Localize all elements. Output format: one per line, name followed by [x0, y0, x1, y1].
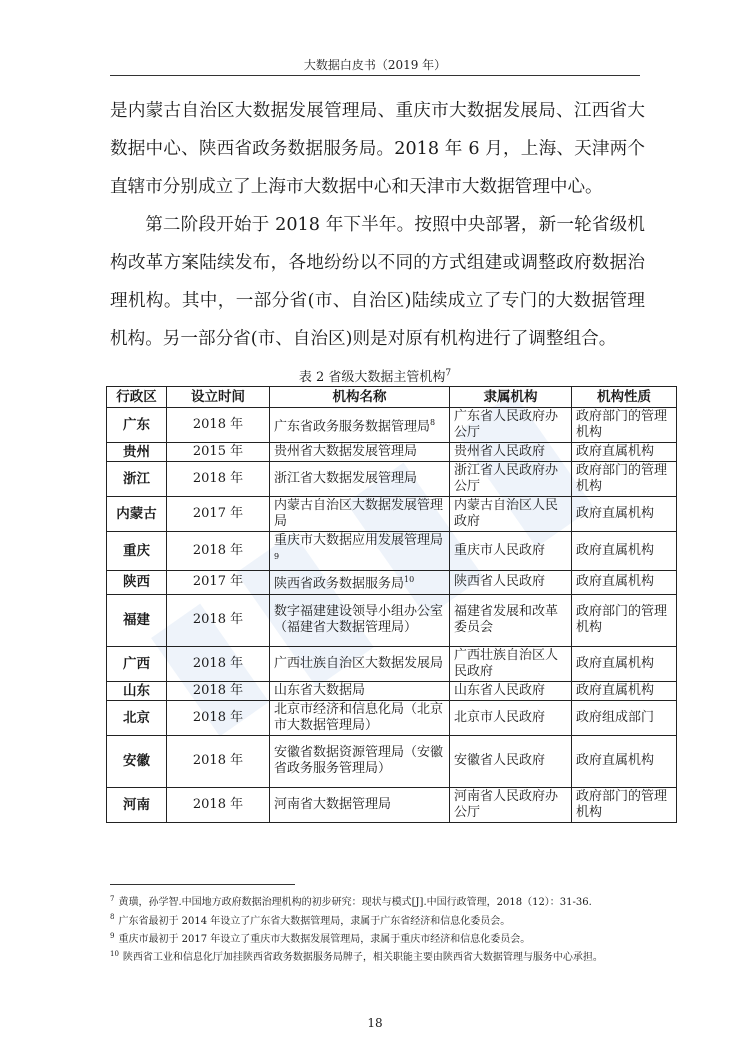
table-body: [107, 408, 677, 823]
supervisor-cell-text: 福建省发展和改革委员会: [454, 604, 559, 636]
footnote-ref[interactable]: 10: [404, 575, 415, 585]
year-cell-text: 2018 年: [192, 709, 244, 725]
nature-cell: [572, 571, 677, 594]
nature-cell: [572, 532, 677, 571]
nature-cell-text: 政府直属机构: [576, 506, 655, 521]
header-supervisor: 隶属机构: [450, 387, 572, 408]
year-cell-text: 2017 年: [192, 506, 244, 521]
supervisor-cell: [450, 646, 572, 681]
supervisor-cell-text: 河南省人民政府办公厅: [454, 788, 559, 820]
region-cell-text: 浙江: [123, 471, 150, 487]
table-caption-footnote-ref[interactable]: 7: [445, 368, 452, 379]
nature-cell: [572, 681, 677, 700]
org-name-cell-text: 北京市经济和信息化局（北京市大数据管理局）: [274, 701, 444, 733]
year-cell-text: 2018 年: [192, 417, 244, 432]
page-number: 18: [367, 1016, 383, 1030]
org-name-cell-text: 广西壮族自治区大数据发展局: [274, 655, 444, 671]
table-row: [107, 497, 677, 532]
footnote-text: 陕西省工业和信息化厅加挂陕西省政务数据服务局牌子，相关职能主要由陕西省大数据管理与服务中心承担。: [122, 952, 603, 964]
org-name-cell: [270, 532, 450, 571]
year-cell: [167, 497, 270, 532]
footnote: [110, 910, 650, 928]
table-row: [107, 408, 677, 443]
region-cell-text: 广西: [123, 655, 150, 672]
region-cell-text: 重庆: [123, 543, 150, 560]
year-cell-text: 2018 年: [192, 753, 244, 769]
table-caption: [0, 366, 750, 385]
year-cell-text: 2018 年: [192, 543, 244, 559]
supervisor-cell: [450, 408, 572, 443]
year-cell-text: 2018 年: [192, 682, 244, 698]
supervisor-cell: [450, 443, 572, 462]
nature-cell-text: 政府直属机构: [576, 753, 655, 769]
region-cell-text: 贵州: [123, 444, 150, 460]
nature-cell: [572, 646, 677, 681]
supervisor-cell-text: 内蒙古自治区人民政府: [454, 498, 559, 529]
footnote-text: 广东省最初于 2014 年设立了广东省大数据管理局，隶属于广东省经济和信息化委员会。: [118, 915, 511, 927]
org-name-cell: [270, 646, 450, 681]
body-text: [110, 92, 645, 358]
table-row: [107, 646, 677, 681]
org-name-cell: [270, 462, 450, 497]
nature-cell-text: 政府部门的管理机构: [576, 409, 668, 440]
header-nature: 机构性质: [572, 387, 677, 408]
table-row: [107, 594, 677, 646]
table-row: [107, 735, 677, 787]
paragraph-1: 是内蒙古自治区大数据发展管理局、重庆市大数据发展局、江西省大数据中心、陕西省政务数据服务局。2018 年 6 月，上海、天津两个直辖市分别成立了上海市大数据中心和天津市大数据管理中心。: [110, 101, 645, 197]
region-cell-text: 山东: [123, 682, 150, 699]
year-cell: [167, 462, 270, 497]
supervisor-cell: [450, 787, 572, 822]
footnote: [110, 947, 650, 965]
footnote: [110, 929, 650, 947]
org-name-cell: [270, 787, 450, 822]
supervisor-cell: [450, 735, 572, 787]
region-cell: [107, 681, 167, 700]
paragraph-2: 第二阶段开始于 2018 年下半年。按照中央部署，新一轮省级机构改革方案陆续发布，各地纷纷以不同的方式组建或调整政府数据治理机构。其中，一部分省(市、自治区)陆续成立了专门的大数据管理机构。另一部分省(市、自治区)则是对原有机构进行了调整组合。: [110, 215, 645, 349]
nature-cell-text: 政府部门的管理机构: [576, 463, 668, 494]
region-cell: [107, 408, 167, 443]
supervisor-cell-text: 广东省人民政府办公厅: [454, 409, 559, 440]
footnote-rule: [110, 884, 295, 885]
org-name-cell: [270, 735, 450, 787]
region-cell: [107, 735, 167, 787]
region-cell-text: 广东: [123, 417, 150, 433]
footnote-ref[interactable]: 9: [274, 552, 280, 561]
org-name-cell-text: 贵州省大数据发展管理局: [274, 444, 418, 459]
supervisor-cell-text: 安徽省人民政府: [454, 753, 546, 769]
region-cell: [107, 594, 167, 646]
org-name-cell: [270, 681, 450, 700]
footnote-number: 9: [110, 931, 115, 940]
org-name-cell: [270, 443, 450, 462]
table-row: [107, 681, 677, 700]
year-cell: [167, 594, 270, 646]
region-cell-text: 安徽: [123, 753, 150, 770]
header-year: 设立时间: [167, 387, 270, 408]
year-cell: [167, 408, 270, 443]
year-cell: [167, 681, 270, 700]
supervisor-cell: [450, 497, 572, 532]
org-name-cell: [270, 408, 450, 443]
org-name-cell: [270, 497, 450, 532]
year-cell-text: 2018 年: [192, 796, 244, 812]
nature-cell: [572, 700, 677, 735]
supervisor-cell: [450, 700, 572, 735]
region-cell: [107, 787, 167, 822]
year-cell: [167, 532, 270, 571]
supervisor-cell: [450, 462, 572, 497]
nature-cell: [572, 497, 677, 532]
institutions-table: [106, 386, 677, 823]
nature-cell-text: 政府直属机构: [576, 543, 655, 559]
nature-cell-text: 政府部门的管理机构: [576, 604, 668, 636]
nature-cell-text: 政府直属机构: [576, 444, 655, 459]
org-name-cell-text: 内蒙古自治区大数据发展管理局: [274, 498, 444, 529]
supervisor-cell: [450, 571, 572, 594]
table-row: [107, 532, 677, 571]
year-cell-text: 2018 年: [192, 471, 244, 486]
table-row: [107, 571, 677, 594]
supervisor-cell-text: 北京市人民政府: [454, 709, 546, 725]
supervisor-cell: [450, 681, 572, 700]
org-name-cell-text: 广东省政务服务数据管理局: [274, 419, 431, 435]
footnote-number: 8: [110, 913, 115, 922]
org-name-cell-text: 重庆市大数据应用发展管理局: [274, 533, 444, 548]
org-name-cell: [270, 594, 450, 646]
footnote: [110, 892, 650, 910]
region-cell: [107, 571, 167, 594]
table-row: [107, 787, 677, 822]
region-cell-text: 河南: [123, 796, 150, 813]
year-cell: [167, 700, 270, 735]
table-header-row: [107, 387, 677, 408]
nature-cell: [572, 443, 677, 462]
footnote-ref[interactable]: 8: [430, 417, 436, 427]
header-org-name: 机构名称: [270, 387, 450, 408]
year-cell: [167, 735, 270, 787]
header-region: 行政区: [107, 387, 167, 408]
year-cell: [167, 646, 270, 681]
region-cell: [107, 443, 167, 462]
region-cell-text: 北京: [123, 709, 150, 726]
nature-cell-text: 政府直属机构: [576, 655, 655, 671]
table-caption-text: 表 2 省级大数据主管机构: [298, 370, 446, 385]
region-cell: [107, 646, 167, 681]
footnotes: [110, 892, 650, 965]
footnote-number: 10: [110, 949, 119, 958]
region-cell: [107, 462, 167, 497]
supervisor-cell-text: 广西壮族自治区人民政府: [454, 647, 559, 679]
supervisor-cell-text: 山东省人民政府: [454, 682, 546, 698]
nature-cell: [572, 787, 677, 822]
nature-cell-text: 政府直属机构: [576, 574, 655, 590]
supervisor-cell-text: 浙江省人民政府办公厅: [454, 463, 559, 494]
org-name-cell-text: 河南省大数据管理局: [274, 796, 392, 812]
org-name-cell-text: 数字福建建设领导小组办公室（福建省大数据管理局）: [274, 604, 444, 636]
org-name-cell-text: 陕西省政务数据服务局: [274, 576, 405, 592]
footnote-text: 重庆市最初于 2017 年设立了重庆市大数据发展管理局，隶属于重庆市经济和信息化委员会。: [118, 933, 531, 945]
year-cell-text: 2017 年: [192, 574, 244, 590]
region-cell: [107, 700, 167, 735]
nature-cell: [572, 594, 677, 646]
year-cell-text: 2018 年: [192, 612, 244, 628]
org-name-cell-text: 安徽省数据资源管理局（安徽省政务服务管理局）: [274, 745, 444, 777]
year-cell: [167, 787, 270, 822]
header-rule: [110, 75, 640, 76]
year-cell-text: 2018 年: [192, 655, 244, 671]
region-cell-text: 福建: [123, 612, 150, 629]
nature-cell: [572, 408, 677, 443]
nature-cell: [572, 462, 677, 497]
supervisor-cell-text: 重庆市人民政府: [454, 543, 546, 559]
supervisor-cell: [450, 532, 572, 571]
table-row: [107, 443, 677, 462]
year-cell: [167, 443, 270, 462]
org-name-cell: [270, 700, 450, 735]
org-name-cell-text: 浙江省大数据发展管理局: [274, 471, 418, 486]
org-name-cell: [270, 571, 450, 594]
region-cell-text: 内蒙古: [116, 506, 157, 522]
supervisor-cell-text: 贵州省人民政府: [454, 444, 546, 459]
table-row: [107, 462, 677, 497]
running-header: 大数据白皮书（2019 年）: [303, 58, 447, 72]
footnote-number: 7: [110, 895, 115, 903]
region-cell-text: 陕西: [123, 574, 150, 591]
region-cell: [107, 497, 167, 532]
year-cell: [167, 571, 270, 594]
region-cell: [107, 532, 167, 571]
nature-cell-text: 政府直属机构: [576, 682, 655, 698]
footnote-text: 黄璜，孙学智.中国地方政府数据治理机构的初步研究：现状与模式[J].中国行政管理，2018（12）：31-36.: [118, 897, 592, 909]
nature-cell: [572, 735, 677, 787]
supervisor-cell: [450, 594, 572, 646]
nature-cell-text: 政府部门的管理机构: [576, 788, 668, 820]
supervisor-cell-text: 陕西省人民政府: [454, 574, 546, 590]
org-name-cell-text: 山东省大数据局: [274, 682, 366, 698]
year-cell-text: 2015 年: [192, 444, 244, 459]
nature-cell-text: 政府组成部门: [576, 709, 655, 725]
table-row: [107, 700, 677, 735]
